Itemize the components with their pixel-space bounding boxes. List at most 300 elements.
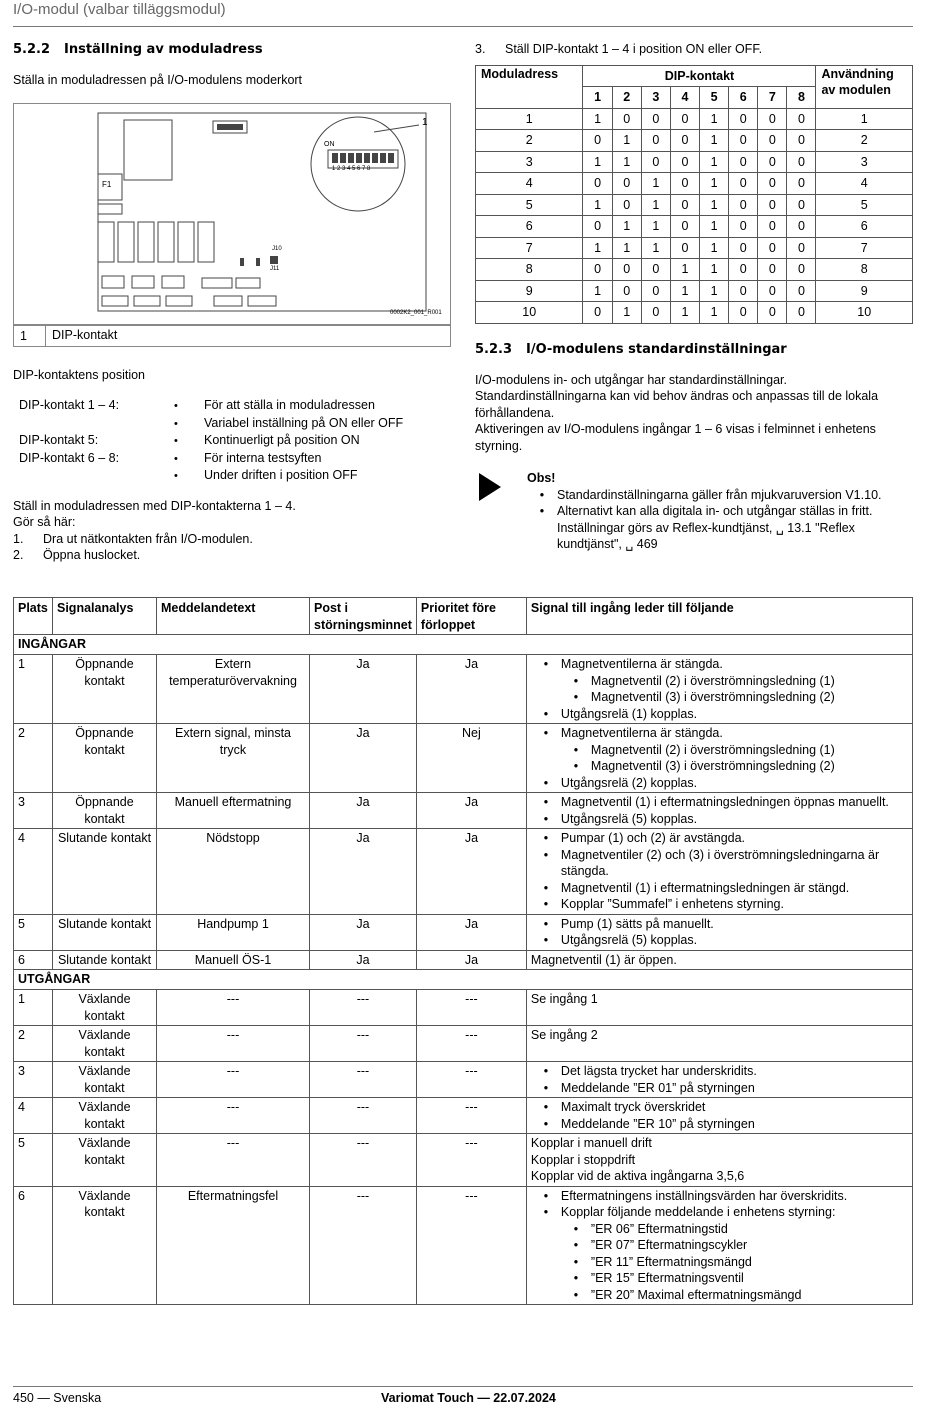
table-cell: 1	[476, 108, 583, 130]
bullet-icon: •	[174, 417, 178, 430]
dip-list-value: Under driften i position OFF	[204, 468, 358, 483]
table-cell: 1	[612, 302, 641, 324]
bullet-icon: •	[543, 1100, 549, 1114]
table-cell: 0	[729, 302, 758, 324]
signal-bullet-text: Meddelande ”ER 01” på styrningen	[560, 1080, 755, 1095]
post-cell: Ja	[310, 724, 417, 793]
signal-bullet	[531, 1188, 908, 1205]
table-cell: 0	[583, 216, 612, 238]
table-cell: 1	[699, 130, 728, 152]
signal-bullet-text: ”ER 07” Eftermatningscykler	[590, 1238, 748, 1252]
table-cell: 1	[583, 194, 612, 216]
priority-cell: ---	[416, 1134, 526, 1187]
table-cell: 0	[670, 173, 699, 195]
signal-analysis-cell: Öppnande kontakt	[53, 793, 157, 829]
signal-bullet	[531, 689, 908, 706]
signal-bullet-text: Magnetventil (2) i överströmningsledning (1)	[590, 673, 835, 688]
signal-bullet	[531, 811, 908, 828]
bullet-icon: •	[543, 1205, 549, 1219]
signal-bullet-text: Utgångsrelä (1) kopplas.	[560, 706, 698, 721]
dip-col-header: 5	[699, 87, 728, 109]
left-column	[13, 41, 453, 564]
j10-label: J10	[272, 245, 282, 252]
signal-analysis-cell: Öppnande kontakt	[53, 655, 157, 724]
signal-bullet	[531, 1270, 908, 1287]
bullet-icon: •	[573, 1221, 579, 1236]
table-row	[14, 950, 913, 970]
signal-bullet-text: Magnetventil (1) i eftermatningsledningen är stängd.	[560, 880, 850, 895]
priority-cell: ---	[416, 1098, 526, 1134]
table-cell: 0	[641, 108, 670, 130]
table-cell: 0	[758, 280, 787, 302]
step-text: Öppna huslocket.	[43, 548, 141, 563]
table-cell: 1	[699, 259, 728, 281]
dip-list-key	[19, 467, 174, 484]
signal-bullet	[531, 706, 908, 723]
section-number: 5.2.2	[13, 42, 51, 57]
dip-col-header: 6	[729, 87, 758, 109]
bullet-icon: •	[174, 400, 178, 413]
signal-bullet-text: Pumpar (1) och (2) är avstängda.	[560, 831, 746, 845]
table-cell: 0	[729, 237, 758, 259]
table-cell: 0	[729, 216, 758, 238]
table-cell: 4	[816, 173, 913, 195]
signal-bullet	[531, 1287, 908, 1304]
table-cell: 8	[476, 259, 583, 281]
table-cell: 4	[476, 173, 583, 195]
bullet-icon: •	[543, 726, 549, 740]
signal-bullet	[531, 1080, 908, 1097]
table-cell: 0	[758, 108, 787, 130]
step-1	[13, 531, 453, 548]
table-cell: 0	[612, 259, 641, 281]
signal-bullet	[531, 830, 908, 847]
section-heading-5-2-3	[475, 341, 915, 358]
signal-bullet-text: Utgångsrelä (5) kopplas.	[560, 811, 698, 826]
table-cell: 6	[476, 216, 583, 238]
signal-bullet-text: ”ER 06” Eftermatningstid	[590, 1221, 728, 1236]
table-cell: 1	[612, 151, 641, 173]
table-cell: 1	[583, 237, 612, 259]
table-cell: 0	[729, 259, 758, 281]
section-title: I/O-modulens standardinställningar	[526, 341, 787, 357]
post-cell: ---	[310, 990, 417, 1026]
plats-cell: 5	[14, 914, 53, 950]
post-cell: ---	[310, 1026, 417, 1062]
note-box	[475, 470, 915, 553]
step-3	[475, 41, 915, 58]
bullet-icon: •	[543, 897, 549, 911]
section-title: Inställning av moduladress	[64, 42, 263, 57]
note-item: • Standardinställningarna gäller från mjukvaruversion V1.10.	[539, 487, 882, 502]
table-cell: 3	[816, 151, 913, 173]
bullet-icon: •	[573, 759, 579, 773]
bullet-icon: •	[543, 657, 549, 671]
message-cell: ---	[157, 1098, 310, 1134]
table-row	[14, 1186, 913, 1305]
signal-bullet	[531, 742, 908, 759]
dip-on-label: ON	[324, 140, 335, 148]
signal-bullet	[531, 1116, 908, 1133]
bullet-icon: •	[573, 673, 579, 688]
table-cell: 0	[729, 151, 758, 173]
message-cell: Handpump 1	[157, 914, 310, 950]
message-cell: ---	[157, 1134, 310, 1187]
signal-bullet-text: ”ER 11” Eftermatningsmängd	[590, 1254, 752, 1269]
note-item-text: Standardinställningarna gäller från mjukvaruversion V1.10.	[557, 487, 882, 502]
column-header: Prioritet före förloppet	[416, 598, 526, 635]
signal-bullet-text: ”ER 20” Maximal eftermatningsmängd	[590, 1287, 802, 1302]
figure-legend	[13, 325, 451, 347]
bullet-icon: •	[543, 880, 549, 895]
j11-label: J11	[270, 265, 280, 272]
circuit-board-figure	[13, 103, 451, 325]
table-cell: 1	[583, 108, 612, 130]
signal-text: Se ingång 1	[530, 992, 598, 1006]
group-label: UTGÅNGAR	[14, 970, 913, 990]
signal-text: Kopplar i manuell drift	[530, 1136, 652, 1150]
signal-result-cell	[526, 950, 912, 970]
paragraph-1: I/O-modulens in- och utgångar har standardinställningar.	[475, 372, 787, 387]
signal-bullet	[531, 1254, 908, 1271]
note-title: Obs!	[527, 471, 556, 486]
signal-analysis-cell: Växlande kontakt	[53, 1186, 157, 1305]
bullet-icon: •	[543, 1080, 549, 1095]
bullet-icon: •	[573, 1238, 579, 1252]
message-cell: Extern temperaturövervakning	[157, 655, 310, 724]
signal-result-cell	[526, 655, 912, 724]
th-anvandning: Användning av modulen	[816, 65, 913, 108]
signal-bullet-text: Magnetventilerna är stängda.	[560, 657, 723, 671]
f1-label: F1	[102, 179, 112, 189]
dip-col-header: 7	[758, 87, 787, 109]
legend-number: 1	[14, 326, 46, 346]
table-cell: 7	[476, 237, 583, 259]
io-signal-table	[13, 597, 913, 1305]
table-cell: 0	[758, 173, 787, 195]
bullet-icon: •	[543, 933, 549, 947]
signal-bullet-text: Kopplar ”Summafel” i enhetens styrning.	[560, 897, 784, 911]
dip-col-header: 8	[787, 87, 816, 109]
dip-list-value: För interna testsyften	[204, 450, 322, 465]
step-text: Ställ DIP-kontakt 1 – 4 i position ON eller OFF.	[505, 42, 763, 56]
table-row	[476, 302, 913, 324]
signal-text: Kopplar vid de aktiva ingångarna 3,5,6	[530, 1169, 745, 1183]
bullet-icon: •	[573, 690, 579, 704]
dip-list-key: DIP-kontakt 1 – 4:	[19, 398, 120, 413]
table-cell: 1	[641, 173, 670, 195]
signal-text: Se ingång 2	[530, 1028, 598, 1042]
column-header: Meddelandetext	[157, 598, 310, 635]
table-cell: 0	[729, 280, 758, 302]
signal-bullet-text: Utgångsrelä (2) kopplas.	[560, 775, 698, 790]
dip-col-header: 1	[583, 87, 612, 109]
signal-bullet-text: Magnetventilerna är stängda.	[560, 726, 723, 740]
table-cell: 0	[670, 194, 699, 216]
table-cell: 0	[758, 130, 787, 152]
signal-analysis-cell: Växlande kontakt	[53, 1062, 157, 1098]
table-cell: 0	[787, 108, 816, 130]
table-row	[14, 1134, 913, 1187]
signal-analysis-cell: Växlande kontakt	[53, 1026, 157, 1062]
table-cell: 2	[816, 130, 913, 152]
table-row	[14, 1098, 913, 1134]
dip-numbers-label: 1 2 3 4 5 6 7 8	[332, 165, 371, 172]
footer-page: 450 — Svenska	[13, 1391, 102, 1405]
post-cell: ---	[310, 1134, 417, 1187]
intro-text: Ställa in moduladressen på I/O-modulens moderkort	[13, 73, 303, 88]
table-cell: 1	[612, 130, 641, 152]
signal-bullet-text: ”ER 15” Eftermatningsventil	[590, 1271, 744, 1285]
table-cell: 0	[787, 302, 816, 324]
note-item-text: Alternativt kan alla digitala in- och utgångar ställas in fritt. Inställningar görs av Reflex-kundtjänst, ␣ 13.1 "Reflex kundtjänst", ␣ 469	[557, 504, 873, 552]
message-cell: ---	[157, 1062, 310, 1098]
group-row	[14, 970, 913, 990]
bullet-icon: •	[543, 831, 549, 845]
table-cell: 5	[476, 194, 583, 216]
post-cell: Ja	[310, 914, 417, 950]
table-cell: 0	[612, 173, 641, 195]
table-cell: 2	[476, 130, 583, 152]
table-cell: 0	[758, 216, 787, 238]
table-cell: 0	[758, 194, 787, 216]
signal-bullet	[531, 656, 908, 673]
signal-bullet-text: Magnetventiler (2) och (3) i överströmningsledningarna är stängda.	[560, 847, 880, 878]
signal-bullet	[531, 775, 908, 792]
table-cell: 1	[641, 237, 670, 259]
set-address-text: Ställ in moduladressen med DIP-kontakterna 1 – 4.	[13, 498, 296, 513]
note-arrow-icon	[479, 473, 501, 501]
bullet-icon: •	[543, 775, 549, 790]
priority-cell: ---	[416, 1026, 526, 1062]
message-cell: Manuell ÖS-1	[157, 950, 310, 970]
table-cell: 0	[787, 130, 816, 152]
post-cell: ---	[310, 1062, 417, 1098]
column-header: Plats	[14, 598, 53, 635]
table-cell: 1	[641, 216, 670, 238]
table-cell: 1	[612, 216, 641, 238]
post-cell: Ja	[310, 793, 417, 829]
bullet-icon: •	[543, 1064, 549, 1078]
right-column	[475, 41, 915, 553]
signal-bullet-text: Eftermatningens inställningsvärden har överskridits.	[560, 1188, 848, 1203]
message-cell: ---	[157, 990, 310, 1026]
table-cell: 0	[787, 259, 816, 281]
table-cell: 0	[758, 151, 787, 173]
priority-cell: Ja	[416, 793, 526, 829]
table-cell: 0	[612, 108, 641, 130]
table-cell: 1	[699, 216, 728, 238]
dip-list-key: DIP-kontakt 5:	[19, 433, 99, 448]
post-cell: ---	[310, 1098, 417, 1134]
table-cell: 1	[699, 280, 728, 302]
priority-cell: Ja	[416, 655, 526, 724]
signal-bullet	[531, 794, 908, 811]
plats-cell: 4	[14, 1098, 53, 1134]
table-cell: 0	[787, 216, 816, 238]
signal-text: Kopplar i stoppdrift	[530, 1152, 636, 1167]
legend-text: DIP-kontakt	[52, 328, 118, 343]
section-number: 5.2.3	[475, 341, 513, 357]
bullet-icon: •	[573, 1271, 579, 1285]
table-cell: 1	[699, 173, 728, 195]
table-cell: 0	[641, 302, 670, 324]
figure-code: 0002K2_001_R001	[390, 309, 442, 316]
bullet-icon: •	[174, 470, 178, 483]
signal-result-cell	[526, 724, 912, 793]
bullet-icon: •	[543, 847, 549, 862]
dip-list-key: DIP-kontakt 6 – 8:	[19, 450, 120, 465]
table-cell: 0	[670, 151, 699, 173]
signal-bullet-text: Magnetventil (1) i eftermatningsledningen öppnas manuellt.	[560, 795, 889, 809]
table-cell: 3	[476, 151, 583, 173]
post-cell: ---	[310, 1186, 417, 1305]
table-cell: 1	[583, 151, 612, 173]
table-row	[476, 259, 913, 281]
dip-col-header: 2	[612, 87, 641, 109]
signal-analysis-cell: Växlande kontakt	[53, 990, 157, 1026]
signal-analysis-cell: Växlande kontakt	[53, 1134, 157, 1187]
table-row	[14, 793, 913, 829]
signal-analysis-cell: Slutande kontakt	[53, 914, 157, 950]
circuit-board-drawing	[14, 104, 450, 324]
table-row	[14, 655, 913, 724]
step-text: Dra ut nätkontakten från I/O-modulen.	[43, 531, 253, 546]
priority-cell: ---	[416, 990, 526, 1026]
step-number: 2.	[13, 548, 24, 563]
table-cell: 0	[612, 280, 641, 302]
signal-bullet	[531, 896, 908, 913]
signal-result-cell	[526, 1186, 912, 1305]
signal-bullet-text: Magnetventil (3) i överströmningsledning (2)	[590, 759, 835, 773]
table-cell: 8	[816, 259, 913, 281]
dip-list-value: Variabel inställning på ON eller OFF	[204, 415, 404, 430]
table-row	[476, 280, 913, 302]
paragraph-2: Standardinställningarna kan vid behov ändras och anpassas till de lokala förhållandena.	[475, 389, 879, 420]
group-row	[14, 635, 913, 655]
table-header-row	[14, 598, 913, 635]
table-cell: 0	[729, 108, 758, 130]
plats-cell: 3	[14, 1062, 53, 1098]
signal-result-cell	[526, 990, 912, 1026]
signal-analysis-cell: Växlande kontakt	[53, 1098, 157, 1134]
table-cell: 0	[583, 130, 612, 152]
plats-cell: 4	[14, 829, 53, 915]
plats-cell: 5	[14, 1134, 53, 1187]
signal-analysis-cell: Öppnande kontakt	[53, 724, 157, 793]
signal-bullet	[531, 916, 908, 933]
table-cell: 0	[758, 302, 787, 324]
signal-result-cell	[526, 829, 912, 915]
signal-result-cell	[526, 1098, 912, 1134]
signal-bullet-text: Meddelande ”ER 10” på styrningen	[560, 1116, 755, 1131]
signal-bullet-text: Maximalt tryck överskridet	[560, 1100, 706, 1114]
bullet-icon: •	[573, 742, 579, 757]
table-cell: 1	[699, 108, 728, 130]
table-cell: 1	[641, 194, 670, 216]
page-footer	[13, 1386, 913, 1405]
table-cell: 9	[476, 280, 583, 302]
table-cell: 0	[787, 151, 816, 173]
dip-col-header: 3	[641, 87, 670, 109]
plats-cell: 1	[14, 655, 53, 724]
priority-cell: Ja	[416, 914, 526, 950]
signal-bullet	[531, 725, 908, 742]
table-cell: 0	[612, 194, 641, 216]
dip-list-value: För att ställa in moduladressen	[204, 398, 375, 413]
table-cell: 0	[787, 173, 816, 195]
plats-cell: 2	[14, 724, 53, 793]
table-cell: 0	[670, 108, 699, 130]
signal-result-cell	[526, 1026, 912, 1062]
dip-list-key	[19, 415, 174, 432]
table-row	[476, 130, 913, 152]
plats-cell: 1	[14, 990, 53, 1026]
table-cell: 0	[641, 280, 670, 302]
message-cell: Manuell eftermatning	[157, 793, 310, 829]
signal-bullet	[531, 673, 908, 690]
note-item: • Alternativt kan alla digitala in- och utgångar ställas in fritt. Inställningar görs av Reflex-kundtjänst, ␣ 13.1 "Reflex kundtjänst", ␣ 469	[527, 503, 915, 553]
bullet-icon: •	[174, 452, 178, 465]
table-cell: 1	[699, 237, 728, 259]
table-row	[476, 237, 913, 259]
table-cell: 1	[670, 280, 699, 302]
signal-analysis-cell: Slutande kontakt	[53, 829, 157, 915]
signal-bullet-text: Kopplar följande meddelande i enhetens styrning:	[560, 1205, 836, 1219]
signal-result-cell	[526, 793, 912, 829]
table-cell: 5	[816, 194, 913, 216]
table-cell: 1	[699, 194, 728, 216]
table-cell: 1	[699, 302, 728, 324]
table-cell: 0	[787, 194, 816, 216]
signal-bullet	[531, 1099, 908, 1116]
table-cell: 6	[816, 216, 913, 238]
plats-cell: 6	[14, 950, 53, 970]
table-row	[14, 990, 913, 1026]
table-cell: 0	[787, 237, 816, 259]
dip-address-table	[475, 65, 913, 324]
table-cell: 0	[729, 130, 758, 152]
table-cell: 1	[816, 108, 913, 130]
table-cell: 7	[816, 237, 913, 259]
bullet-icon: •	[543, 1188, 549, 1203]
plats-cell: 2	[14, 1026, 53, 1062]
table-row	[14, 1062, 913, 1098]
section-heading-5-2-2	[13, 41, 453, 58]
table-row	[476, 151, 913, 173]
callout-number: 1	[422, 116, 428, 128]
table-cell: 0	[583, 302, 612, 324]
dip-position-list	[13, 397, 453, 484]
table-row	[476, 216, 913, 238]
signal-bullet	[531, 880, 908, 897]
table-cell: 0	[670, 216, 699, 238]
table-row	[14, 1026, 913, 1062]
step-number: 1.	[13, 531, 24, 546]
dip-col-header: 4	[670, 87, 699, 109]
priority-cell: ---	[416, 1062, 526, 1098]
footer-product: Variomat Touch — 22.07.2024	[381, 1391, 556, 1405]
table-cell: 1	[670, 259, 699, 281]
message-cell: ---	[157, 1026, 310, 1062]
dip-position-heading: DIP-kontaktens position	[13, 367, 146, 382]
table-cell: 1	[583, 280, 612, 302]
signal-result-cell	[526, 1134, 912, 1187]
table-cell: 10	[476, 302, 583, 324]
column-header: Signalanalys	[53, 598, 157, 635]
message-cell: Eftermatningsfel	[157, 1186, 310, 1305]
plats-cell: 3	[14, 793, 53, 829]
